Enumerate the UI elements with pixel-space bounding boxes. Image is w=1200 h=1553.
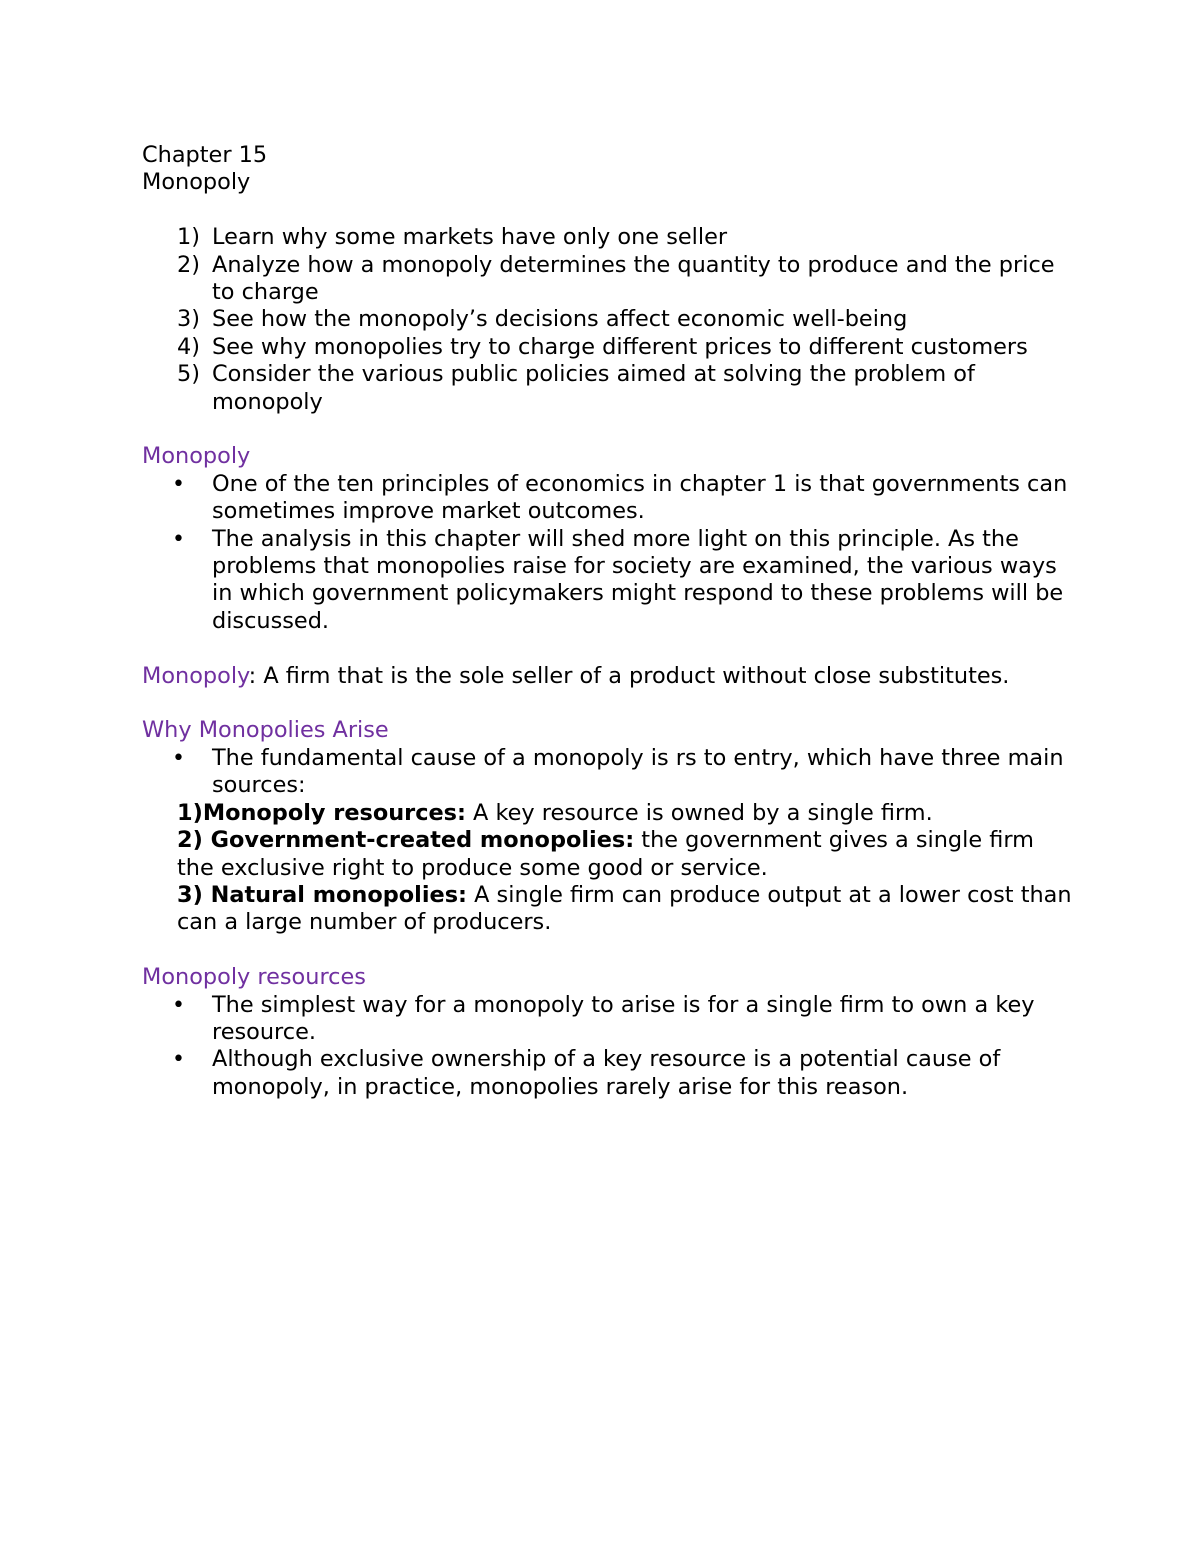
objective-item [142, 224, 1072, 251]
definition-term: Monopoly [142, 662, 249, 689]
definition-text: : A firm that is the sole seller of a product without close substitutes. [248, 662, 1010, 689]
monopoly-bullet-list [142, 471, 1072, 635]
bullet-icon: • [172, 1047, 185, 1073]
objective-text: See why monopolies try to charge different prices to different customers [212, 333, 1028, 360]
list-item [142, 1046, 1072, 1101]
list-item-text: Although exclusive ownership of a key resource is a potential cause of monopoly, in practice, monopolies rarely arise for this reason. [212, 1046, 1001, 1100]
list-item-text: One of the ten principles of economics in chapter 1 is that governments can sometimes improve market outcomes. [212, 470, 1068, 525]
objective-item [142, 334, 1072, 361]
chapter-number: Chapter 15 [142, 142, 268, 168]
objective-number: 2) [177, 251, 200, 278]
objective-text: Learn why some markets have only one seller [212, 224, 728, 251]
bullet-icon: • [172, 526, 185, 552]
spacer [142, 690, 1072, 717]
source-item [177, 827, 1072, 882]
section-heading-monopoly-resources: Monopoly resources [142, 964, 366, 991]
bullet-icon: • [172, 992, 185, 1018]
list-item [142, 471, 1072, 526]
section-heading-why-monopolies-arise: Why Monopolies Arise [142, 717, 389, 744]
list-item-text: The simplest way for a monopoly to arise is for a single firm to own a key resource. [212, 991, 1035, 1045]
source-item [177, 882, 1072, 937]
objective-text: See how the monopoly’s decisions affect economic well-being [212, 306, 908, 333]
list-item [142, 745, 1072, 800]
objectives-list [142, 224, 1072, 416]
objective-number: 4) [177, 333, 200, 360]
objective-number: 5) [177, 361, 200, 388]
source-text: A single firm can produce output at a lower cost than can a large number of producers. [177, 881, 1072, 936]
document-body [142, 142, 1072, 1101]
list-item-text: The analysis in this chapter will shed more light on this principle. As the problems that monopolies raise for society are examined, the various ways in which government policymakers might respond to these problems will be discussed. [212, 525, 1064, 634]
bullet-icon: • [172, 745, 185, 771]
objective-number: 3) [177, 306, 200, 333]
definition [142, 663, 1072, 690]
chapter-title: Monopoly [142, 169, 251, 196]
source-item [177, 800, 1072, 827]
spacer [142, 197, 1072, 224]
section-heading-monopoly: Monopoly [142, 443, 251, 470]
objective-text: Analyze how a monopoly determines the quantity to produce and the price to charge [212, 251, 1055, 306]
source-text: the government gives a single firm the exclusive right to produce some good or service. [177, 827, 1034, 881]
objective-number: 1) [177, 224, 200, 251]
spacer [142, 416, 1072, 443]
list-item-text: The fundamental cause of a monopoly is rs to entry, which have three main sources: [212, 744, 1064, 799]
objective-item [142, 361, 1072, 416]
why-bullet-list [142, 745, 1072, 800]
source-label: 3) Natural monopolies: [177, 881, 467, 908]
spacer [142, 635, 1072, 662]
source-label: 1)Monopoly resources: [177, 799, 466, 826]
list-item [142, 992, 1072, 1047]
objective-item [142, 306, 1072, 333]
list-item [142, 526, 1072, 636]
objective-item [142, 252, 1072, 307]
resources-bullet-list [142, 992, 1072, 1102]
source-label: 2) Government-created monopolies: [177, 827, 635, 854]
source-text: A key resource is owned by a single firm. [465, 799, 933, 826]
objective-text: Consider the various public policies aimed at solving the problem of monopoly [212, 361, 975, 415]
spacer [142, 937, 1072, 964]
bullet-icon: • [172, 471, 185, 497]
